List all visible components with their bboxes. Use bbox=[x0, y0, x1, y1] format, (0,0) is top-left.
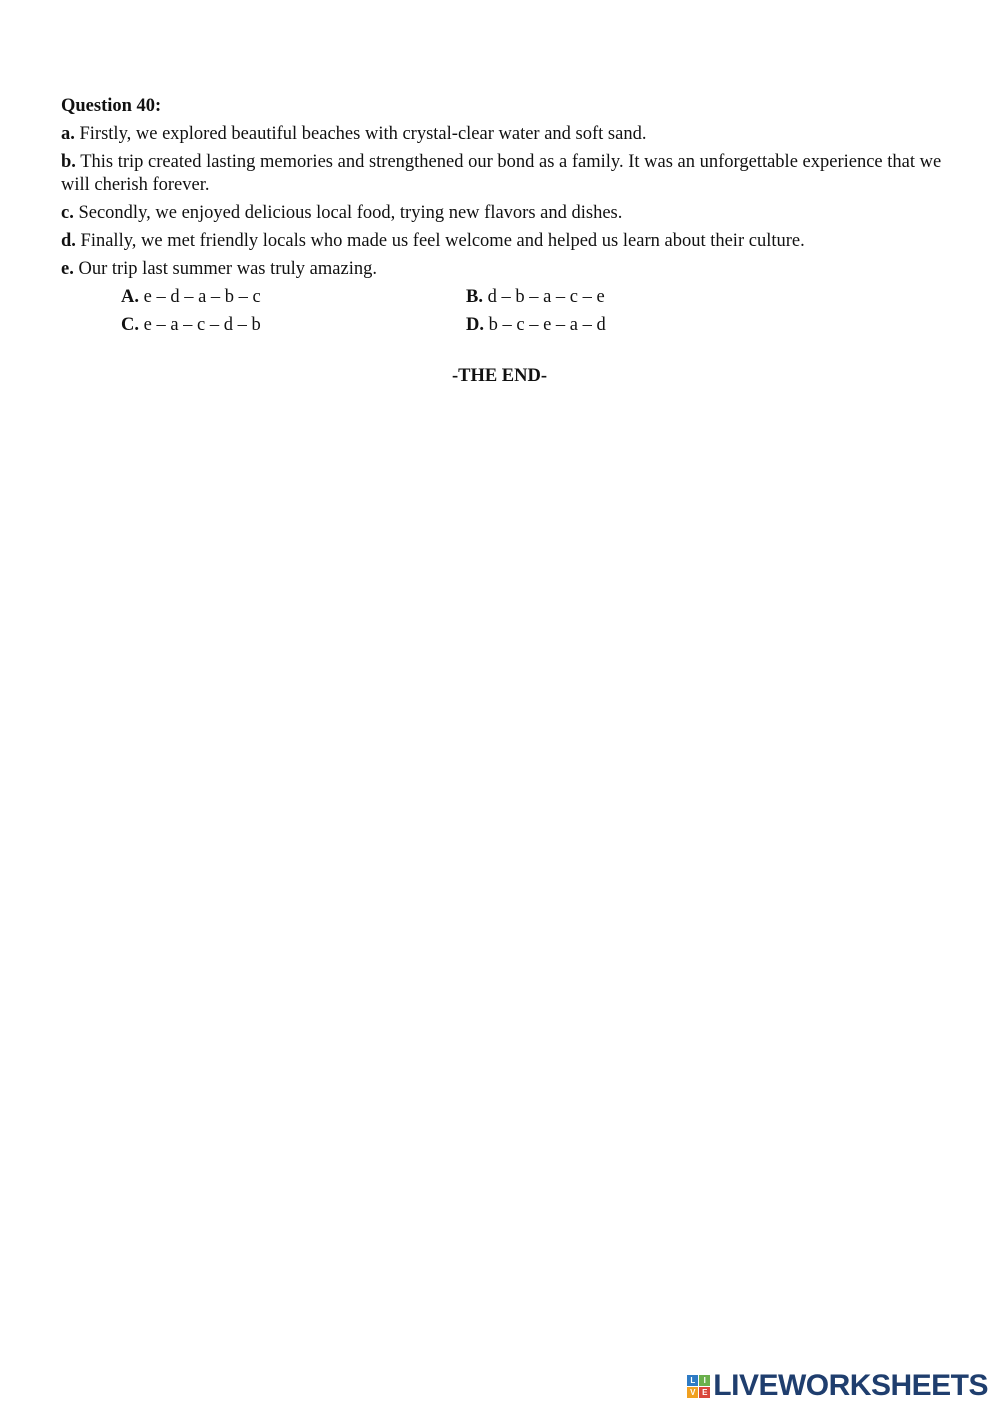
logo-letter: V bbox=[687, 1387, 698, 1398]
statement-b bbox=[61, 151, 946, 197]
statement-label: e. bbox=[61, 259, 74, 279]
option-c[interactable] bbox=[121, 314, 466, 337]
statement-a bbox=[61, 123, 946, 146]
statement-label: b. bbox=[61, 152, 76, 172]
option-label: D. bbox=[466, 315, 484, 335]
statement-text: Firstly, we explored beautiful beaches with crystal-clear water and soft sand. bbox=[79, 124, 647, 144]
liveworksheets-logo-icon bbox=[687, 1375, 710, 1398]
watermark-text: LIVEWORKSHEETS bbox=[713, 1369, 988, 1402]
option-label: C. bbox=[121, 315, 139, 335]
question-title: Question 40: bbox=[61, 96, 162, 116]
statement-c bbox=[61, 202, 946, 225]
option-text: d – b – a – c – e bbox=[487, 287, 605, 307]
logo-letter: I bbox=[699, 1375, 710, 1386]
statement-text: Finally, we met friendly locals who made us feel welcome and helped us learn about their culture. bbox=[80, 231, 805, 251]
statement-text: Our trip last summer was truly amazing. bbox=[78, 259, 377, 279]
statement-label: d. bbox=[61, 231, 76, 251]
statement-label: a. bbox=[61, 124, 75, 144]
statement-d bbox=[61, 230, 946, 253]
liveworksheets-watermark bbox=[687, 1368, 988, 1404]
options-row bbox=[121, 286, 946, 309]
answer-options bbox=[121, 286, 946, 337]
option-text: e – d – a – b – c bbox=[143, 287, 261, 307]
worksheet-page bbox=[61, 95, 946, 388]
option-label: A. bbox=[121, 287, 139, 307]
statement-text: This trip created lasting memories and strengthened our bond as a family. It was an unforgettable experience that we will cherish forever. bbox=[61, 152, 942, 195]
logo-letter: L bbox=[687, 1375, 698, 1386]
options-row bbox=[121, 314, 946, 337]
option-a[interactable] bbox=[121, 286, 466, 309]
statement-e bbox=[61, 258, 946, 281]
end-marker: -THE END- bbox=[451, 366, 548, 386]
statement-label: c. bbox=[61, 203, 74, 223]
statement-text: Secondly, we enjoyed delicious local food, trying new flavors and dishes. bbox=[78, 203, 623, 223]
option-label: B. bbox=[466, 287, 483, 307]
option-text: e – a – c – d – b bbox=[143, 315, 261, 335]
option-text: b – c – e – a – d bbox=[488, 315, 606, 335]
logo-letter: E bbox=[699, 1387, 710, 1398]
option-d[interactable] bbox=[466, 314, 811, 337]
option-b[interactable] bbox=[466, 286, 811, 309]
